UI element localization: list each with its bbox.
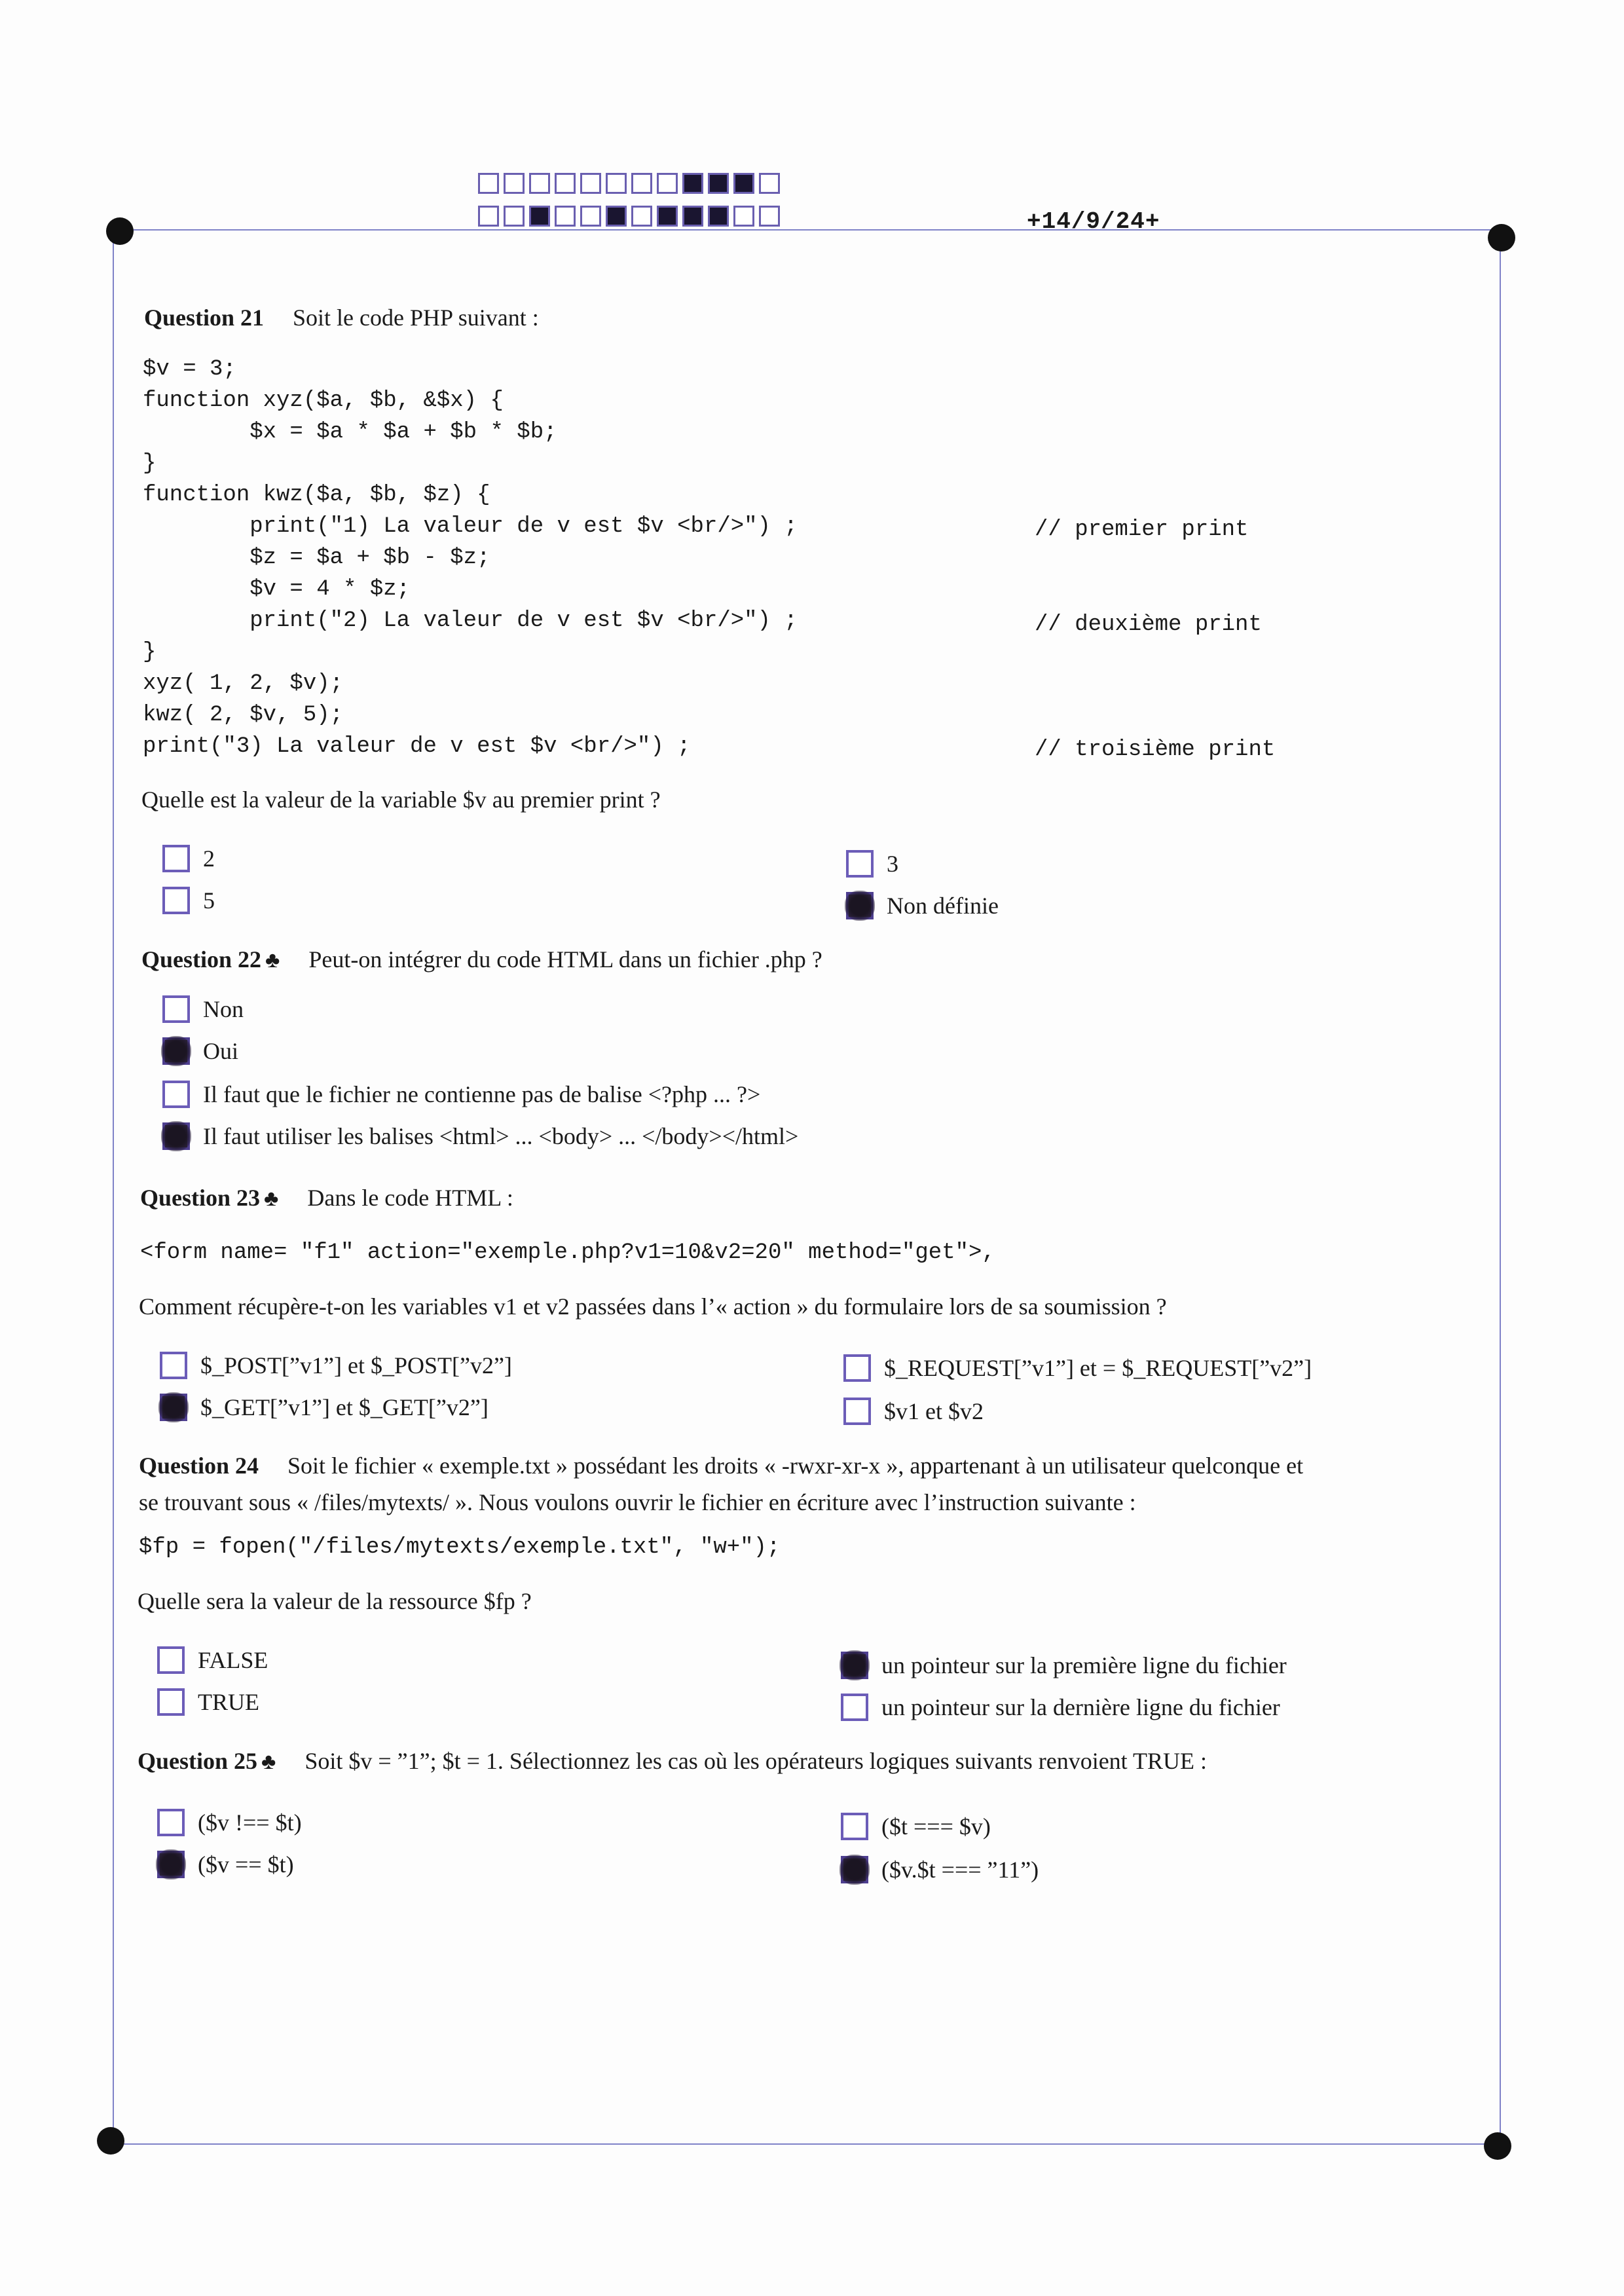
option-label: un pointeur sur la première ligne du fichier <box>881 1652 1287 1678</box>
id-bit-box <box>733 206 754 227</box>
corner-mark-bottom-left <box>97 2127 124 2155</box>
answer-option[interactable] <box>843 1354 1312 1382</box>
answer-option[interactable] <box>162 1081 760 1108</box>
option-label: Il faut que le fichier ne contienne pas de balise <?php ... ?> <box>203 1081 761 1107</box>
id-bit-row-1 <box>478 173 784 194</box>
question-title: Question 25 <box>138 1748 258 1774</box>
answer-option[interactable] <box>162 887 215 914</box>
option-label: Non <box>203 996 244 1022</box>
code-line: kwz( 2, $v, 5); <box>143 703 344 728</box>
checkbox[interactable] <box>841 1694 868 1721</box>
answer-option[interactable] <box>846 892 999 919</box>
question-25-header <box>138 1747 1207 1775</box>
code-comment-1: // premier print <box>1035 517 1249 542</box>
code-line: } <box>143 640 157 665</box>
code-line: $z = $a + $b - $z; <box>143 546 490 570</box>
option-label: ($v == $t) <box>198 1851 294 1878</box>
question-22-header <box>141 946 822 973</box>
checkbox[interactable] <box>157 1688 185 1716</box>
option-label: un pointeur sur la dernière ligne du fichier <box>881 1694 1280 1720</box>
checkbox[interactable] <box>162 1081 190 1108</box>
id-bit-box <box>606 173 627 194</box>
id-bit-box <box>631 206 652 227</box>
id-bit-box <box>555 173 576 194</box>
page-code: +14/9/24+ <box>1027 208 1160 235</box>
code-line: function kwz($a, $b, $z) { <box>143 483 490 508</box>
answer-option[interactable] <box>157 1688 259 1716</box>
club-icon: ♣ <box>265 948 280 972</box>
id-bit-box <box>631 173 652 194</box>
id-bit-box <box>478 206 499 227</box>
option-label: 2 <box>203 845 215 872</box>
checkbox[interactable] <box>162 887 190 914</box>
checkbox[interactable] <box>841 1813 868 1840</box>
checkbox[interactable] <box>843 1354 871 1382</box>
id-bit-row-2 <box>478 206 784 227</box>
code-line: print("1) La valeur de v est $v <br/>") ; <box>143 514 798 539</box>
code-line: $v = 4 * $z; <box>143 577 411 602</box>
id-bit-box <box>657 206 678 227</box>
code-comment-2: // deuxième print <box>1035 612 1262 637</box>
corner-mark-bottom-right <box>1484 2132 1511 2160</box>
php-code-block <box>143 354 798 762</box>
id-bit-box <box>682 173 703 194</box>
code-line: print("2) La valeur de v est $v <br/>") ; <box>143 608 798 633</box>
checkbox[interactable] <box>157 1851 185 1878</box>
id-bit-box <box>759 173 780 194</box>
option-label: 3 <box>887 851 898 877</box>
id-bit-box <box>580 206 601 227</box>
id-bit-box <box>657 173 678 194</box>
checkbox[interactable] <box>843 1398 871 1425</box>
question-title: Question 22 <box>141 946 262 972</box>
answer-option[interactable] <box>846 850 898 878</box>
option-label: $_REQUEST[”v1”] et = $_REQUEST[”v2”] <box>884 1355 1312 1381</box>
id-bit-box <box>555 206 576 227</box>
club-icon: ♣ <box>264 1187 279 1211</box>
question-text-line-1: Soit le fichier « exemple.txt » possédant les droits « -rwxr-xr-x », appartenant à un utilisateur quelconque et <box>287 1453 1304 1479</box>
checkbox[interactable] <box>162 1122 190 1150</box>
code-comment-3: // troisième print <box>1035 737 1276 762</box>
id-bit-box <box>529 206 550 227</box>
checkbox[interactable] <box>841 1652 868 1679</box>
question-23-header <box>140 1184 513 1212</box>
id-bit-box <box>529 173 550 194</box>
option-label: ($v !== $t) <box>198 1809 302 1836</box>
corner-mark-top-right <box>1488 224 1515 251</box>
question-intro: Soit le code PHP suivant : <box>293 305 539 331</box>
code-line: function xyz($a, $b, &$x) { <box>143 388 504 413</box>
checkbox[interactable] <box>157 1809 185 1836</box>
checkbox[interactable] <box>160 1394 187 1421</box>
answer-option[interactable] <box>160 1352 512 1379</box>
option-label: ($v.$t === ”11”) <box>881 1857 1039 1883</box>
answer-option[interactable] <box>841 1652 1287 1679</box>
id-bit-box <box>504 173 525 194</box>
option-label: Oui <box>203 1038 238 1064</box>
checkbox[interactable] <box>162 1037 190 1065</box>
id-bit-box <box>478 173 499 194</box>
question-text: Dans le code HTML : <box>307 1185 513 1211</box>
answer-option[interactable] <box>162 1122 798 1150</box>
answer-option[interactable] <box>157 1809 302 1836</box>
question-text-line-2: se trouvant sous « /files/mytexts/ ». Nous voulons ouvrir le fichier en écriture avec l’instruction suivante : <box>139 1489 1136 1515</box>
answer-option[interactable] <box>841 1856 1039 1883</box>
question-text: Comment récupère-t-on les variables v1 et v2 passées dans l’« action » du formulaire lors de sa soumission ? <box>139 1293 1167 1320</box>
php-code-line: $fp = fopen("/files/mytexts/exemple.txt", "w+"); <box>139 1535 781 1560</box>
checkbox[interactable] <box>160 1352 187 1379</box>
option-label: Non définie <box>887 893 999 919</box>
question-title: Question 23 <box>140 1185 261 1211</box>
answer-option[interactable] <box>162 995 244 1023</box>
question-title: Question 24 <box>139 1453 259 1479</box>
checkbox[interactable] <box>846 892 874 919</box>
checkbox[interactable] <box>841 1856 868 1883</box>
checkbox[interactable] <box>162 845 190 872</box>
answer-option[interactable] <box>841 1694 1280 1721</box>
option-label: FALSE <box>198 1647 268 1673</box>
code-line: $v = 3; <box>143 357 236 382</box>
checkbox[interactable] <box>846 850 874 878</box>
answer-option[interactable] <box>157 1646 268 1674</box>
id-bit-box <box>708 173 729 194</box>
code-line: $x = $a * $a + $b * $b; <box>143 420 557 445</box>
option-label: $_GET[”v1”] et $_GET[”v2”] <box>200 1394 489 1420</box>
option-label: 5 <box>203 887 215 914</box>
answer-option[interactable] <box>841 1813 991 1840</box>
id-bit-box <box>759 206 780 227</box>
question-21-header <box>144 304 539 331</box>
question-text: Peut-on intégrer du code HTML dans un fichier .php ? <box>308 946 822 972</box>
code-line: } <box>143 451 157 476</box>
question-text: Quelle sera la valeur de la ressource $fp ? <box>138 1588 532 1614</box>
question-title: Question 21 <box>144 305 265 331</box>
answer-option[interactable] <box>843 1398 984 1425</box>
id-bit-box <box>504 206 525 227</box>
option-label: Il faut utiliser les balises <html> ... <body> ... </body></html> <box>203 1123 799 1149</box>
answer-option[interactable] <box>162 1037 238 1065</box>
code-line: print("3) La valeur de v est $v <br/>") ; <box>143 734 691 759</box>
checkbox[interactable] <box>162 995 190 1023</box>
html-code-line: <form name= "f1" action="exemple.php?v1=10&v2=20" method="get">, <box>140 1240 995 1265</box>
code-line: xyz( 1, 2, $v); <box>143 671 344 696</box>
id-bit-box <box>682 206 703 227</box>
club-icon: ♣ <box>261 1750 276 1774</box>
question-text: Soit $v = ”1”; $t = 1. Sélectionnez les cas où les opérateurs logiques suivants renvoient TRUE : <box>304 1748 1208 1774</box>
answer-option[interactable] <box>162 845 215 872</box>
corner-mark-top-left <box>106 217 134 245</box>
question-24-header <box>139 1450 1488 1523</box>
answer-option[interactable] <box>157 1851 294 1878</box>
option-label: $_POST[”v1”] et $_POST[”v2”] <box>200 1352 512 1379</box>
id-bit-box <box>733 173 754 194</box>
id-bit-box <box>580 173 601 194</box>
question-text: Quelle est la valeur de la variable $v au premier print ? <box>141 787 661 813</box>
answer-option[interactable] <box>160 1394 489 1421</box>
id-bit-box <box>708 206 729 227</box>
id-bit-box <box>606 206 627 227</box>
option-label: $v1 et $v2 <box>884 1398 984 1424</box>
option-label: TRUE <box>198 1689 259 1715</box>
option-label: ($t === $v) <box>881 1813 991 1840</box>
checkbox[interactable] <box>157 1646 185 1674</box>
